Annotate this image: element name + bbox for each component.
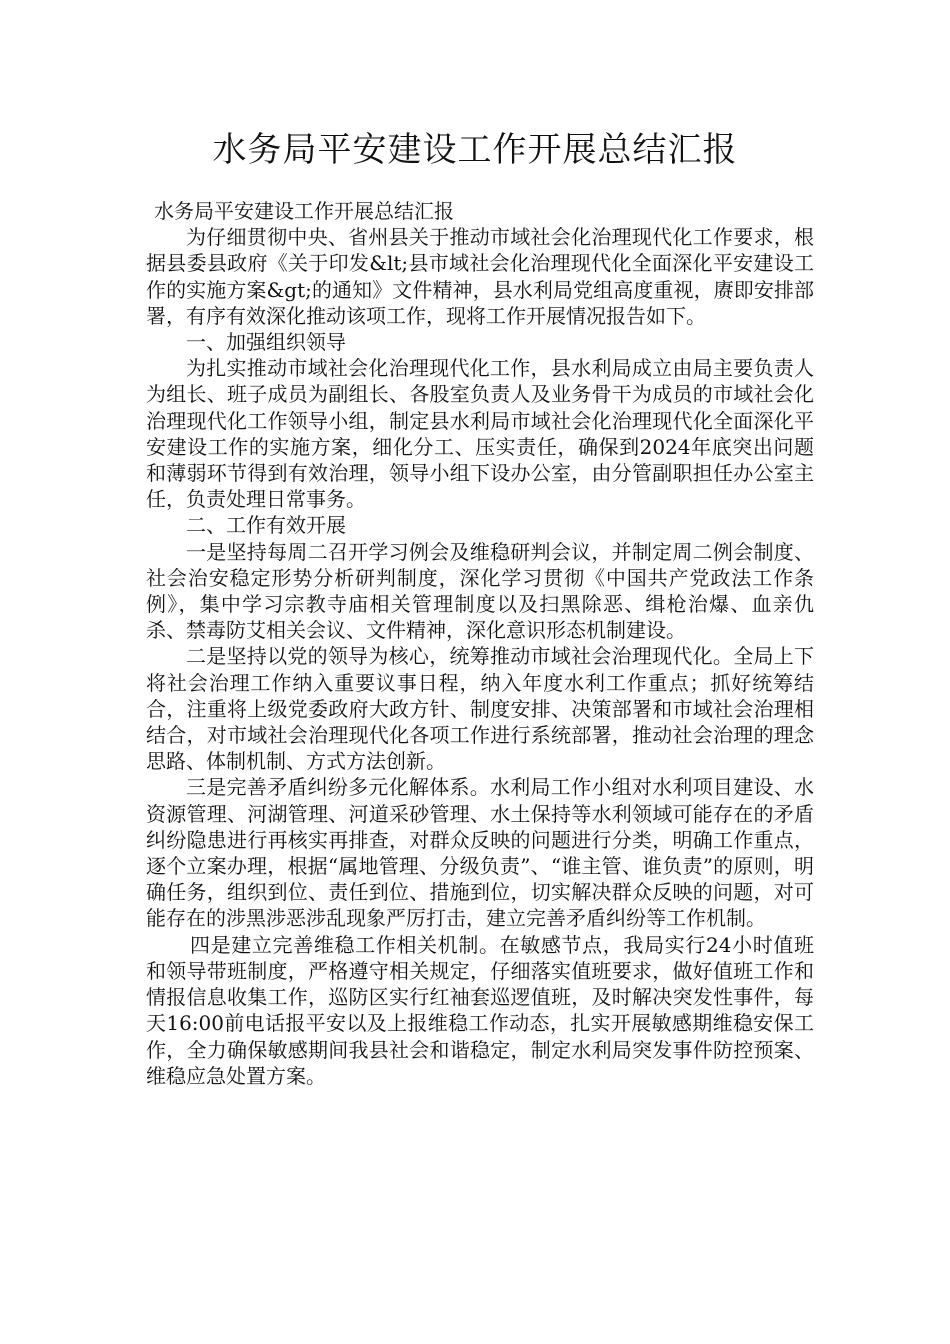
- section-heading-2: 二、工作有效开展: [186, 513, 346, 538]
- item-3-paragraph: 三是完善矛盾纠纷多元化解体系。水利局工作小组对水利项目建设、水资源管理、河湖管理、河道采砂管理、水土保持等水利领域可能存在的矛盾纠纷隐患进行再核实再排查，对群众反映的问题进行分类，明确工作重点，逐个立案办理，根据“属地管理、分级负责”、“谁主管、谁负责”的原则，明确任务，组织到位、责任到位、措施到位，切实解决群众反映的问题，对可能存在的涉黑涉恶涉乱现象严厉打击，建立完善矛盾纠纷等工作机制。: [146, 775, 814, 931]
- item-2-paragraph: 二是坚持以党的领导为核心，统筹推动市域社会治理现代化。全局上下将社会治理工作纳入重要议事日程，纳入年度水利工作重点；抓好统筹结合，注重将上级党委政府大政方针、制度安排、决策部署和市域社会治理相结合，对市域社会治理现代化各项工作进行系统部署，推动社会治理的理念思路、体制机制、方式方法创新。: [146, 644, 814, 774]
- item-4-paragraph: 四是建立完善维稳工作相关机制。在敏感节点，我局实行24小时值班和领导带班制度，严格遵守相关规定，仔细落实值班要求，做好值班工作和情报信息收集工作，巡防区实行红袖套巡逻值班，及时解决突发性事件，每天16:00前电话报平安以及上报维稳工作动态，扎实开展敏感期维稳安保工作，全力确保敏感期间我县社会和谐稳定，制定水利局突发事件防控预案、维稳应急处置方案。: [146, 932, 814, 1088]
- document-subtitle: 水务局平安建设工作开展总结汇报: [154, 199, 454, 223]
- document-body: [146, 198, 814, 1089]
- item-1-paragraph: 一是坚持每周二召开学习例会及维稳研判会议，并制定周二例会制度、社会治安稳定形势分析研判制度，深化学习贯彻《中国共产党政法工作条例》，集中学习宗教寺庙相关管理制度以及扫黑除恶、缉枪治爆、血亲仇杀、禁毒防艾相关会议、文件精神，深化意识形态机制建设。: [146, 539, 814, 643]
- section-1-paragraph: 为扎实推动市域社会化治理现代化工作，县水利局成立由局主要负责人为组长、班子成员为副组长、各股室负责人及业务骨干为成员的市域社会化治理现代化工作领导小组，制定县水利局市域社会化治理现代化全面深化平安建设工作的实施方案，细化分工、压实责任，确保到2024年底突出问题和薄弱环节得到有效治理，领导小组下设办公室，由分管副职担任办公室主任，负责处理日常事务。: [146, 356, 814, 512]
- document-title: 水务局平安建设工作开展总结汇报: [212, 130, 738, 170]
- section-heading-1: 一、加强组织领导: [186, 330, 346, 355]
- intro-paragraph: 为仔细贯彻中央、省州县关于推动市域社会化治理现代化工作要求，根据县委县政府《关于印发&lt;县市域社会化治理现代化全面深化平安建设工作的实施方案&gt;的通知》文件精神，县水利局党组高度重视，赓即安排部署，有序有效深化推动该项工作，现将工作开展情况报告如下。: [146, 225, 814, 328]
